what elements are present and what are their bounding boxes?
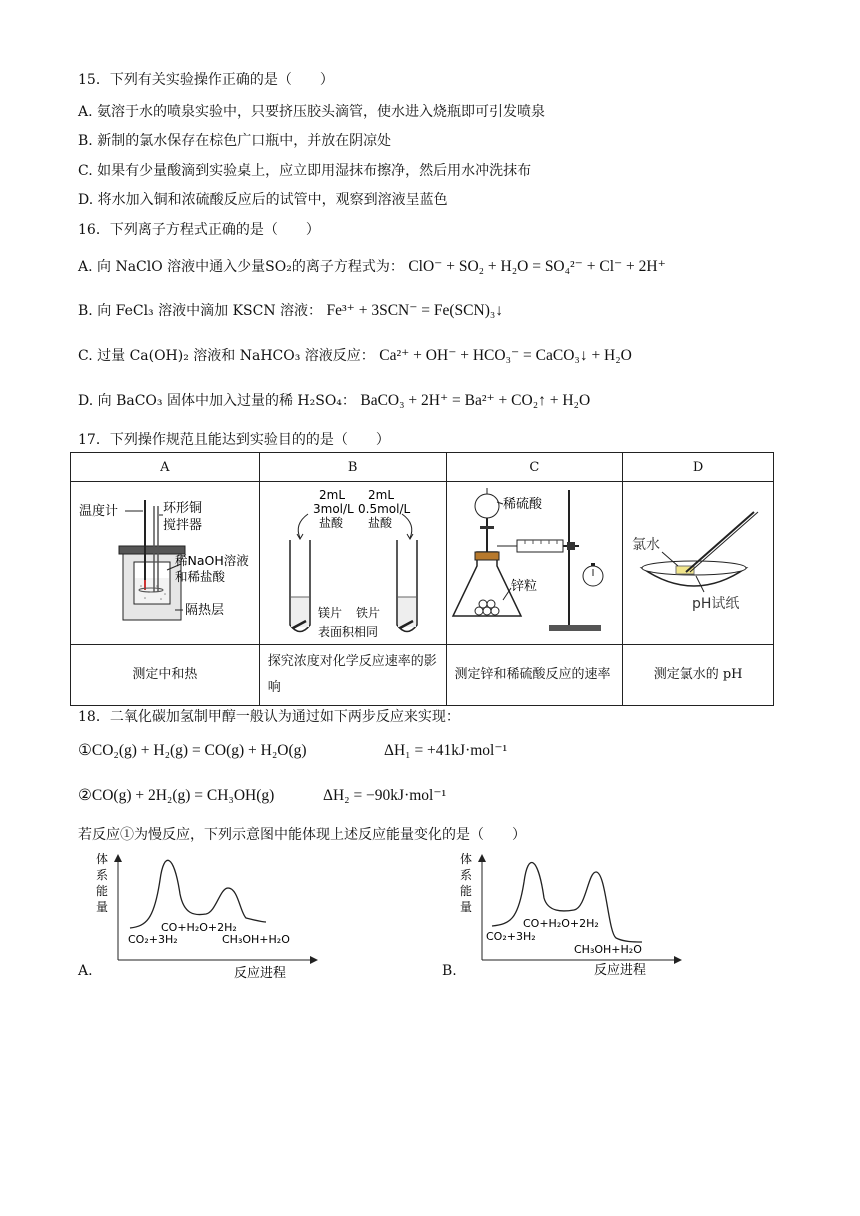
graph-b-ylabel-4: 量 <box>460 900 473 914</box>
q16-option-d <box>78 390 590 410</box>
q18-enthalpy-2: ΔH₂ = −90kJ·mol⁻¹ <box>323 787 447 804</box>
q16-c-equation: Ca²⁺ + OH⁻ + HCO₃⁻ = CaCO₃↓ + H₂O <box>379 347 632 364</box>
graph-b-ylabel-3: 能 <box>460 884 473 898</box>
graph-a-intermediate: CO+H₂O+2H₂ <box>161 921 237 934</box>
q16-stem: 16．下列离子方程式正确的是（ ） <box>78 222 320 238</box>
graph-b-ylabel-2: 系 <box>460 868 473 882</box>
graph-b-reactants: CO₂+3H₂ <box>486 930 536 943</box>
ph-paper-diagram <box>624 482 773 640</box>
figure-b-cell <box>259 482 446 645</box>
q16-c-text: C. 过量 Ca(OH)₂ 溶液和 NaHCO₃ 溶液反应： <box>78 348 375 364</box>
label-fe-strip: 铁片 <box>356 606 381 620</box>
caption-b: 探究浓度对化学反应速率的影响 <box>259 645 446 706</box>
q15-stem: 15．下列有关实验操作正确的是（ ） <box>78 72 334 88</box>
label-stirrer-2: 搅拌器 <box>163 518 203 533</box>
q17-stem: 17．下列操作规范且能达到实验目的的是（ ） <box>78 432 390 448</box>
label-conc-2: 0.5mol/L <box>358 502 411 516</box>
graph-b-ylabel-1: 体 <box>460 852 473 866</box>
label-thermometer: 温度计 <box>79 504 119 519</box>
graph-a-ylabel-1: 体 <box>96 852 109 866</box>
q15-option-c: C. 如果有少量酸滴到实验桌上，应立即用湿抹布擦净，然后用水冲洗抹布 <box>78 163 532 179</box>
header-d: D <box>623 453 774 482</box>
dropping-funnel-shape <box>475 494 499 518</box>
figure-d-cell <box>623 482 774 645</box>
q18-stem: 18．二氧化碳加氢制甲醇一般认为通过如下两步反应来实现： <box>78 709 460 725</box>
stand-base-shape <box>549 625 601 631</box>
label-stirrer-1: 环形铜 <box>163 501 203 516</box>
label-solution-2: 和稀盐酸 <box>175 569 226 584</box>
caption-d: 测定氯水的 pH <box>623 645 774 706</box>
q16-b-equation: Fe³⁺ + 3SCN⁻ = Fe(SCN)₃↓ <box>326 302 504 319</box>
figure-c-cell <box>446 482 623 645</box>
graph-a-reactants: CO₂+3H₂ <box>128 933 178 946</box>
header-a: A <box>71 453 260 482</box>
label-chlorine-water: 氯水 <box>631 537 660 553</box>
label-acid-2: 盐酸 <box>368 516 393 530</box>
energy-diagram-b <box>458 850 688 980</box>
graph-b-xlabel: 反应进程 <box>594 963 647 978</box>
header-c: C <box>446 453 623 482</box>
label-volume-2: 2mL <box>368 488 395 502</box>
label-insulation: 隔热层 <box>185 603 225 618</box>
graph-a-products: CH₃OH+H₂O <box>222 933 290 946</box>
energy-diagram-a <box>94 850 324 980</box>
q17-experiment-table <box>70 452 774 706</box>
q15-option-d: D. 将水加入铜和浓硫酸反应后的试管中，观察到溶液呈蓝色 <box>78 192 448 208</box>
label-mg-strip: 镁片 <box>318 606 343 620</box>
q16-option-a <box>78 256 666 276</box>
q18-reaction-2: ②CO(g) + 2H₂(g) = CH₃OH(g) <box>78 787 275 804</box>
header-b: B <box>259 453 446 482</box>
q18-option-a-label: A. <box>78 963 93 979</box>
q18-enthalpy-1: ΔH₁ = +41kJ·mol⁻¹ <box>384 742 508 759</box>
label-conc-1: 3mol/L <box>313 502 354 516</box>
test-tubes-diagram <box>260 482 445 640</box>
q16-b-text: B. 向 FeCl₃ 溶液中滴加 KSCN 溶液： <box>78 303 323 319</box>
graph-a-xlabel: 反应进程 <box>234 966 287 980</box>
graph-a-ylabel-2: 系 <box>96 868 109 882</box>
q15-option-a: A. 氨溶于水的喷泉实验中，只要挤压胶头滴管，使水进入烧瓶即可引发喷泉 <box>78 104 546 120</box>
q15-option-b: B. 新制的氯水保存在棕色广口瓶中，并放在阴凉处 <box>78 133 392 149</box>
label-same-area: 表面积相同 <box>318 625 379 639</box>
figure-a-cell <box>71 482 260 645</box>
caption-c: 测定锌和稀硫酸反应的速率 <box>446 645 623 706</box>
label-ph-paper: pH试纸 <box>691 596 740 612</box>
q18-reaction-1: ①CO₂(g) + H₂(g) = CO(g) + H₂O(g) <box>78 742 307 759</box>
caption-a: 测定中和热 <box>71 645 260 706</box>
calorimeter-diagram <box>71 482 258 640</box>
label-dilute-sulfuric-acid: 稀硫酸 <box>502 497 542 512</box>
label-solution-1: 稀NaOH溶液 <box>175 553 250 568</box>
label-zinc: 锌粒 <box>510 579 537 594</box>
label-acid-1: 盐酸 <box>319 516 344 530</box>
graph-b-products: CH₃OH+H₂O <box>574 943 642 956</box>
zinc-acid-apparatus-diagram <box>447 482 622 640</box>
q18-question: 若反应①为慢反应，下列示意图中能体现上述反应能量变化的是（ ） <box>78 827 526 843</box>
label-volume-1: 2mL <box>319 488 346 502</box>
q16-option-c <box>78 345 632 365</box>
graph-a-ylabel-4: 量 <box>96 900 109 914</box>
q18-option-b-label: B. <box>442 963 457 979</box>
q16-d-equation: BaCO₃ + 2H⁺ = Ba²⁺ + CO₂↑ + H₂O <box>360 392 591 409</box>
graph-b-intermediate: CO+H₂O+2H₂ <box>523 917 599 930</box>
q16-a-equation: ClO⁻ + SO₂ + H₂O = SO₄²⁻ + Cl⁻ + 2H⁺ <box>408 258 666 275</box>
q16-d-text: D. 向 BaCO₃ 固体中加入过量的稀 H₂SO₄： <box>78 393 356 409</box>
q16-option-b <box>78 300 503 320</box>
graph-a-energy-curve <box>130 860 266 928</box>
q16-a-text: A. 向 NaClO 溶液中通入少量SO₂的离子方程式为： <box>78 259 404 275</box>
syringe-shape <box>517 540 563 552</box>
graph-a-ylabel-3: 能 <box>96 884 109 898</box>
